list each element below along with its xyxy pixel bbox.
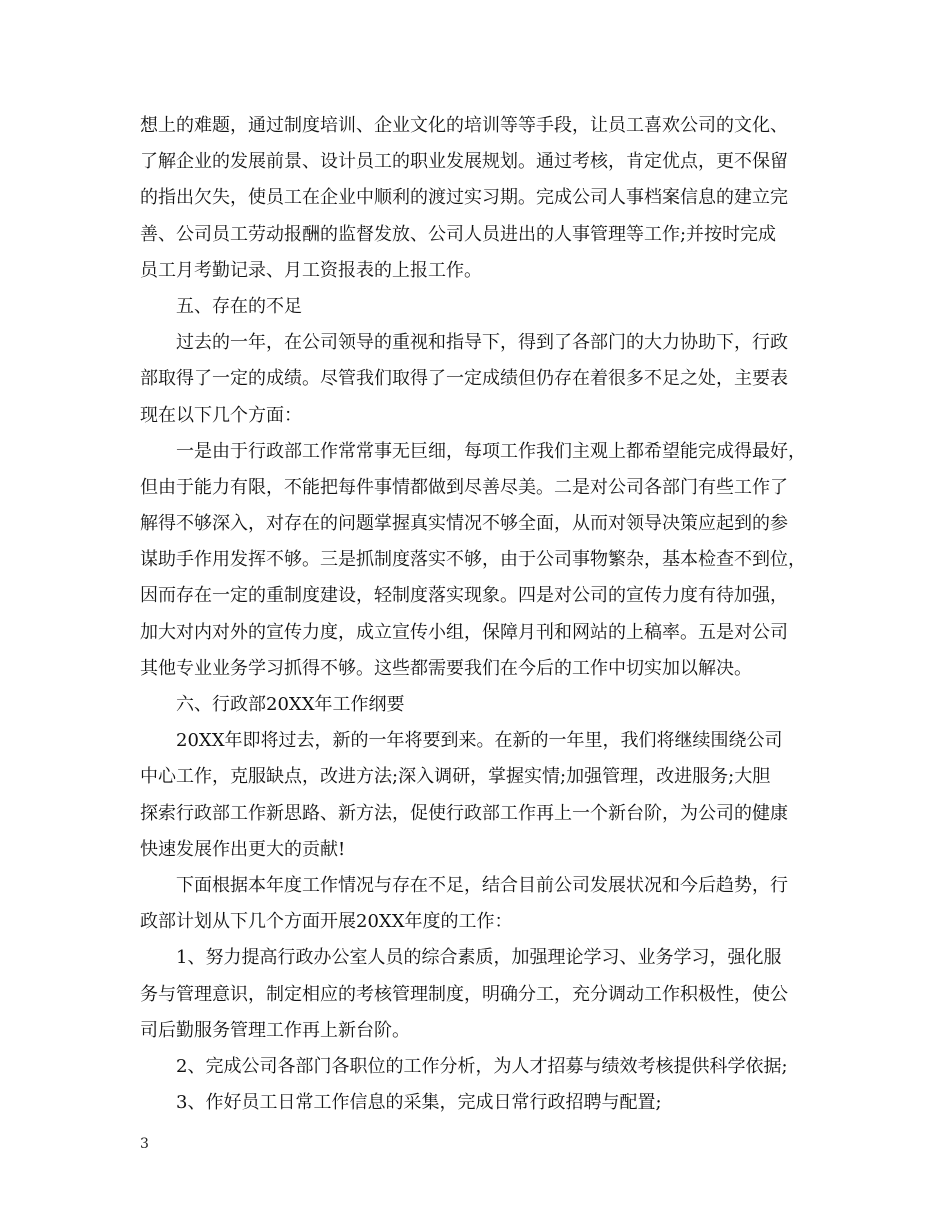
body-text bbox=[140, 108, 830, 1121]
text-line: 想上的难题，通过制度培训、企业文化的培训等等手段，让员工喜欢公司的文化、 bbox=[140, 115, 788, 136]
text-line: 解得不够深入，对存在的问题掌握真实情况不够全面，从而对领导决策应起到的参 bbox=[140, 513, 788, 535]
text-line: 善、公司员工劳动报酬的监督发放、公司人员进出的人事管理等工作;并按时完成 bbox=[140, 223, 777, 245]
text-line: 现在以下几个方面： bbox=[140, 404, 302, 426]
text-line: 探索行政部工作新思路、新方法，促使行政部工作再上一个新台阶，为公司的健康 bbox=[140, 802, 788, 824]
text-line: 中心工作，克服缺点，改进方法;深入调研，掌握实情;加强管理，改进服务;大胆 bbox=[140, 766, 771, 788]
text-line: 员工月考勤记录、月工资报表的上报工作。 bbox=[140, 259, 482, 281]
text-line: 了解企业的发展前景、设计员工的职业发展规划。通过考核，肯定优点，更不保留 bbox=[140, 151, 788, 173]
text-line: 20XX年即将过去，新的一年将要到来。在新的一年里，我们将继续围绕公司 bbox=[176, 730, 783, 752]
text-line: 2、完成公司各部门各职位的工作分析，为人才招募与绩效考核提供科学依据; bbox=[176, 1055, 788, 1077]
text-line: 六、行政部20XX年工作纲要 bbox=[176, 694, 405, 715]
text-line: 1、努力提高行政办公室人员的综合素质，加强理论学习、业务学习，强化服 bbox=[176, 947, 782, 969]
page-number: 3 bbox=[140, 1136, 149, 1152]
text-line: 过去的一年，在公司领导的重视和指导下，得到了各部门的大力协助下，行政 bbox=[176, 332, 788, 354]
text-line: 谋助手作用发挥不够。三是抓制度落实不够，由于公司事物繁杂，基本检查不到位， bbox=[140, 549, 806, 571]
text-line: 加大对内对外的宣传力度，成立宣传小组，保障月刊和网站的上稿率。五是对公司 bbox=[140, 621, 788, 643]
text-line: 下面根据本年度工作情况与存在不足，结合目前公司发展状况和今后趋势，行 bbox=[176, 874, 788, 896]
text-line: 一是由于行政部工作常常事无巨细，每项工作我们主观上都希望能完成得最好， bbox=[176, 440, 806, 462]
text-line: 务与管理意识，制定相应的考核管理制度，明确分工，充分调动工作积极性，使公 bbox=[140, 983, 788, 1005]
text-line: 但由于能力有限，不能把每件事情都做到尽善尽美。二是对公司各部门有些工作了 bbox=[140, 476, 788, 498]
text-line: 的指出欠失，使员工在企业中顺利的渡过实习期。完成公司人事档案信息的建立完 bbox=[140, 187, 788, 209]
text-line: 五、存在的不足 bbox=[176, 295, 302, 317]
text-line: 快速发展作出更大的贡献! bbox=[140, 838, 346, 860]
text-line: 3、作好员工日常工作信息的采集，完成日常行政招聘与配置; bbox=[176, 1092, 662, 1114]
text-line: 政部计划从下几个方面开展20XX年度的工作： bbox=[140, 911, 513, 933]
text-line: 司后勤服务管理工作再上新台阶。 bbox=[140, 1019, 410, 1041]
text-line: 部取得了一定的成绩。尽管我们取得了一定成绩但仍存在着很多不足之处，主要表 bbox=[140, 368, 788, 390]
text-line: 因而存在一定的重制度建设，轻制度落实现象。四是对公司的宣传力度有待加强， bbox=[140, 585, 788, 607]
text-line: 其他专业业务学习抓得不够。这些都需要我们在今后的工作中切实加以解决。 bbox=[140, 657, 752, 679]
